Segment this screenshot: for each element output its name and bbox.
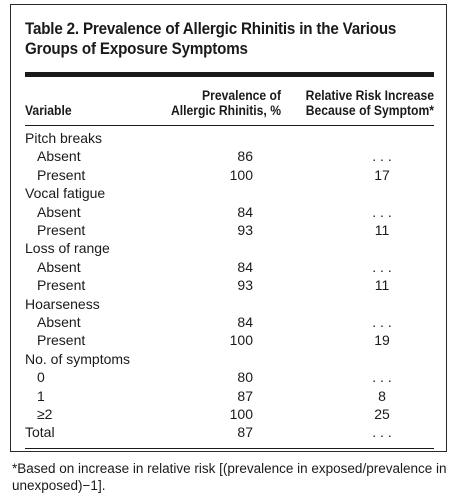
footnote-line-1: *Based on increase in relative risk [(prevalence in exposed/prevalence in xyxy=(12,461,447,476)
table-row xyxy=(25,129,434,147)
row-sublabel: Absent xyxy=(37,148,81,165)
footnote-line-2: unexposed)−1]. xyxy=(12,478,106,493)
cell-relative-risk: . . . xyxy=(372,369,392,386)
column-header-risk-line-1: Relative Risk Increase xyxy=(305,88,434,103)
row-sublabel: ≥2 xyxy=(37,406,53,422)
cell-prevalence: 100 xyxy=(229,332,253,349)
column-header-risk-line-2: Because of Symptom* xyxy=(305,103,434,118)
header-top-rule xyxy=(25,72,434,77)
cell-prevalence: 87 xyxy=(237,424,253,441)
cell-prevalence: 84 xyxy=(237,314,253,330)
table-title xyxy=(25,19,402,59)
table-row xyxy=(25,423,434,441)
cell-prevalence: 100 xyxy=(229,406,253,422)
cell-prevalence: 87 xyxy=(237,387,253,404)
row-sublabel: Present xyxy=(37,332,86,349)
cell-prevalence: 84 xyxy=(237,203,253,220)
column-header-relative-risk xyxy=(295,88,435,118)
table-row xyxy=(25,405,434,423)
table-row xyxy=(25,313,434,331)
table-row xyxy=(25,331,434,349)
table-row xyxy=(25,387,434,405)
cell-prevalence: 93 xyxy=(237,277,253,294)
row-sublabel: 1 xyxy=(37,387,45,404)
row-sublabel: Absent xyxy=(37,203,81,220)
cell-relative-risk: 11 xyxy=(374,277,390,294)
table-row xyxy=(25,166,434,184)
table-row xyxy=(25,295,434,313)
cell-relative-risk: . . . xyxy=(372,258,392,275)
table-title-line-1: Table 2. Prevalence of Allergic Rhinitis in the Various xyxy=(25,20,397,38)
cell-prevalence: 80 xyxy=(237,369,253,386)
row-group-label: No. of symptoms xyxy=(25,350,131,367)
table-row xyxy=(25,276,434,294)
row-group-label: Total xyxy=(25,424,55,441)
table-row xyxy=(25,147,434,165)
row-group-label: Loss of range xyxy=(25,240,110,257)
cell-prevalence: 84 xyxy=(237,258,253,275)
row-sublabel: Present xyxy=(37,277,86,294)
cell-relative-risk: . . . xyxy=(372,314,392,330)
cell-prevalence: 100 xyxy=(229,166,253,183)
cell-relative-risk: 11 xyxy=(374,222,390,238)
table-row xyxy=(25,221,434,239)
column-header-prevalence-line-2: Allergic Rhinitis, % xyxy=(170,103,281,118)
table-row xyxy=(25,258,434,276)
row-group-label: Vocal fatigue xyxy=(25,185,106,202)
table-bottom-rule xyxy=(25,448,434,449)
row-group-label: Pitch breaks xyxy=(25,130,103,146)
column-header-prevalence-line-1: Prevalence of xyxy=(201,88,281,103)
row-sublabel: Absent xyxy=(37,258,81,275)
table-footnote xyxy=(12,460,452,494)
cell-relative-risk: . . . xyxy=(372,203,392,220)
row-sublabel: Present xyxy=(37,222,86,238)
column-header-variable: Variable xyxy=(25,103,72,118)
table-row xyxy=(25,239,434,257)
cell-relative-risk: 19 xyxy=(374,332,390,349)
column-header-prevalence xyxy=(164,88,281,118)
row-sublabel: Present xyxy=(37,166,86,183)
cell-relative-risk: 25 xyxy=(374,406,390,422)
table-row xyxy=(25,203,434,221)
cell-prevalence: 93 xyxy=(237,222,253,238)
table-row xyxy=(25,350,434,368)
cell-relative-risk: 8 xyxy=(378,387,386,404)
cell-prevalence: 86 xyxy=(237,148,253,165)
cell-relative-risk: . . . xyxy=(372,424,392,441)
cell-relative-risk: 17 xyxy=(374,166,390,183)
row-sublabel: 0 xyxy=(37,369,45,386)
header-bottom-rule xyxy=(25,125,434,126)
table-frame xyxy=(10,4,447,452)
table-row xyxy=(25,368,434,386)
table-title-line-2: Groups of Exposure Symptoms xyxy=(25,40,248,58)
row-group-label: Hoarseness xyxy=(25,295,100,312)
row-sublabel: Absent xyxy=(37,314,81,330)
table-row xyxy=(25,184,434,202)
cell-relative-risk: . . . xyxy=(372,148,392,165)
